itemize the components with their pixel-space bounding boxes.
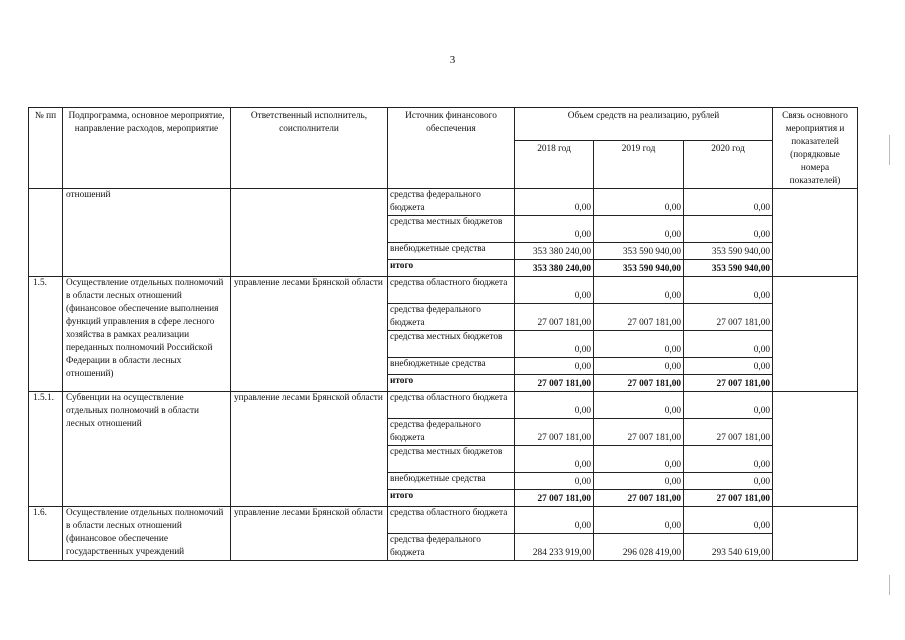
amount-2018: 0,00 — [515, 446, 594, 473]
amount-2019: 0,00 — [594, 473, 684, 490]
header-year-2019: 2019 год — [594, 141, 684, 189]
header-year-2018: 2018 год — [515, 141, 594, 189]
amount-2018: 0,00 — [515, 473, 594, 490]
indicator-link — [773, 392, 858, 507]
measure-name: отношений — [63, 189, 231, 277]
amount-2019: 27 007 181,00 — [594, 419, 684, 446]
amount-2020: 353 590 940,00 — [684, 260, 773, 277]
amount-2020: 0,00 — [684, 331, 773, 358]
amount-2019: 27 007 181,00 — [594, 375, 684, 392]
header-executor: Ответственный исполнитель, соисполнители — [231, 108, 388, 189]
funding-source: итого — [388, 375, 515, 392]
amount-2019: 0,00 — [594, 358, 684, 375]
amount-2018: 27 007 181,00 — [515, 375, 594, 392]
funding-source: средства федерального бюджета — [388, 304, 515, 331]
amount-2018: 353 380 240,00 — [515, 243, 594, 260]
amount-2019: 0,00 — [594, 216, 684, 243]
amount-2020: 353 590 940,00 — [684, 243, 773, 260]
funding-source: средства областного бюджета — [388, 392, 515, 419]
amount-2020: 27 007 181,00 — [684, 419, 773, 446]
amount-2019: 27 007 181,00 — [594, 304, 684, 331]
amount-2019: 0,00 — [594, 507, 684, 534]
row-number — [29, 189, 63, 277]
amount-2020: 293 540 619,00 — [684, 534, 773, 561]
funding-source: средства областного бюджета — [388, 277, 515, 304]
amount-2018: 0,00 — [515, 507, 594, 534]
funding-source: средства местных бюджетов — [388, 446, 515, 473]
measure-name: Субвенции на осуществление отдельных полномочий в области лесных отношений — [63, 392, 231, 507]
page-number: 3 — [449, 54, 456, 66]
funding-source: средства федерального бюджета — [388, 534, 515, 561]
row-number: 1.5.1. — [29, 392, 63, 507]
responsible-executor: управление лесами Брянской области — [231, 392, 388, 507]
indicator-link — [773, 277, 858, 392]
amount-2018: 0,00 — [515, 277, 594, 304]
amount-2020: 0,00 — [684, 277, 773, 304]
funding-source: средства областного бюджета — [388, 507, 515, 534]
amount-2020: 0,00 — [684, 473, 773, 490]
financing-table — [28, 107, 858, 561]
table-row — [29, 277, 858, 304]
amount-2018: 0,00 — [515, 392, 594, 419]
responsible-executor: управление лесами Брянской области — [231, 277, 388, 392]
scan-mark — [889, 135, 890, 165]
amount-2020: 0,00 — [684, 216, 773, 243]
amount-2019: 0,00 — [594, 277, 684, 304]
amount-2018: 27 007 181,00 — [515, 419, 594, 446]
header-no: № пп — [29, 108, 63, 189]
funding-source: средства местных бюджетов — [388, 331, 515, 358]
amount-2019: 0,00 — [594, 392, 684, 419]
indicator-link — [773, 507, 858, 561]
indicator-link — [773, 189, 858, 277]
amount-2020: 0,00 — [684, 446, 773, 473]
table-header — [29, 108, 858, 189]
funding-source: средства федерального бюджета — [388, 419, 515, 446]
amount-2019: 0,00 — [594, 189, 684, 216]
funding-source: итого — [388, 260, 515, 277]
funding-source: средства местных бюджетов — [388, 216, 515, 243]
header-volume: Объем средств на реализацию, рублей — [515, 108, 773, 141]
measure-name: Осуществление отдельных полномочий в области лесных отношений (финансовое обеспечение государственных учреждений — [63, 507, 231, 561]
measure-name: Осуществление отдельных полномочий в области лесных отношений (финансовое обеспечение выполнения функций управления в сфере лесного хозяйства в рамках реализации переданных полномочий Российской Федерации в области лесных отношений) — [63, 277, 231, 392]
amount-2018: 0,00 — [515, 189, 594, 216]
funding-source: внебюджетные средства — [388, 358, 515, 375]
table-row — [29, 189, 858, 216]
row-number: 1.6. — [29, 507, 63, 561]
amount-2019: 353 590 940,00 — [594, 243, 684, 260]
scan-mark — [889, 575, 890, 595]
amount-2020: 0,00 — [684, 358, 773, 375]
amount-2020: 27 007 181,00 — [684, 490, 773, 507]
header-source: Источник финансового обеспечения — [388, 108, 515, 189]
amount-2019: 0,00 — [594, 331, 684, 358]
amount-2018: 353 380 240,00 — [515, 260, 594, 277]
row-number: 1.5. — [29, 277, 63, 392]
responsible-executor: управление лесами Брянской области — [231, 507, 388, 561]
funding-source: средства федерального бюджета — [388, 189, 515, 216]
funding-source: внебюджетные средства — [388, 473, 515, 490]
amount-2020: 27 007 181,00 — [684, 304, 773, 331]
amount-2019: 0,00 — [594, 446, 684, 473]
amount-2019: 353 590 940,00 — [594, 260, 684, 277]
table-row — [29, 392, 858, 419]
amount-2020: 0,00 — [684, 189, 773, 216]
table-row — [29, 507, 858, 534]
amount-2019: 296 028 419,00 — [594, 534, 684, 561]
header-link: Связь основного мероприятия и показателей (порядковые номера показателей) — [773, 108, 858, 189]
amount-2018: 0,00 — [515, 216, 594, 243]
funding-source: внебюджетные средства — [388, 243, 515, 260]
header-year-2020: 2020 год — [684, 141, 773, 189]
funding-source: итого — [388, 490, 515, 507]
amount-2020: 0,00 — [684, 507, 773, 534]
header-subprogram: Подпрограмма, основное мероприятие, направление расходов, мероприятие — [63, 108, 231, 189]
amount-2018: 284 233 919,00 — [515, 534, 594, 561]
amount-2020: 0,00 — [684, 392, 773, 419]
amount-2018: 27 007 181,00 — [515, 490, 594, 507]
amount-2018: 27 007 181,00 — [515, 304, 594, 331]
amount-2019: 27 007 181,00 — [594, 490, 684, 507]
amount-2018: 0,00 — [515, 358, 594, 375]
responsible-executor — [231, 189, 388, 277]
amount-2018: 0,00 — [515, 331, 594, 358]
table-body — [29, 189, 858, 561]
amount-2020: 27 007 181,00 — [684, 375, 773, 392]
